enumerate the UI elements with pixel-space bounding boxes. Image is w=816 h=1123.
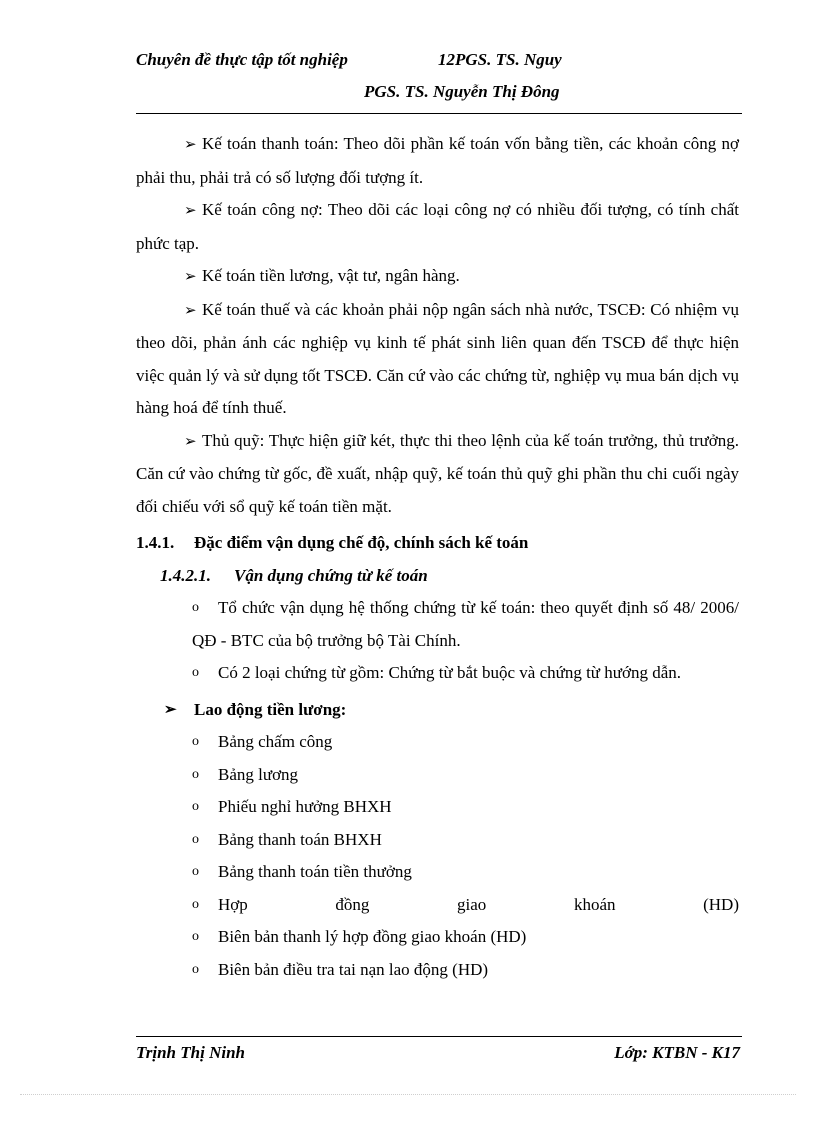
list-item xyxy=(136,759,739,792)
paragraph-text: Kế toán thanh toán: Theo dõi phần kế toán vốn bằng tiền, các khoản công nợ phải thu, phải trả có số lượng đối tượng ít. xyxy=(136,134,739,187)
word: giao xyxy=(457,894,487,914)
circle-bullet-icon: o xyxy=(192,600,199,615)
list-item-text xyxy=(192,889,739,922)
word: đồng xyxy=(335,894,370,914)
labor-salary-heading xyxy=(136,694,739,727)
section-title: Đặc điểm vận dụng chế độ, chính sách kế toán xyxy=(194,533,529,552)
subsection-heading-1-4-2-1 xyxy=(136,560,739,593)
list-item-text: Bảng chấm công xyxy=(218,732,333,751)
list-item xyxy=(136,657,739,690)
circle-bullet-icon: o xyxy=(192,831,199,847)
page-edge-dotted-line xyxy=(20,1094,796,1095)
paragraph-accounting-tax xyxy=(136,294,739,425)
circle-bullet-icon: o xyxy=(192,665,199,680)
list-item xyxy=(136,791,739,824)
arrow-bullet-icon: ➢ xyxy=(164,701,177,718)
section-number: 1.4.1. xyxy=(136,533,175,552)
arrow-bullet-icon: ➢ xyxy=(184,302,197,319)
arrow-bullet-icon: ➢ xyxy=(184,433,197,450)
paragraph-text: Thủ quỹ: Thực hiện giữ két, thực thi theo lệnh của kế toán trưởng, thủ trưởng. Căn cứ vào chứng từ gốc, đề xuất, nhập quỹ, kế toán thủ quỹ ghi phần thu chi cuối ngày đối chiếu với sổ quỹ kế toán tiền mặt. xyxy=(136,430,739,516)
circle-bullet-icon: o xyxy=(192,864,199,879)
section-heading-1-4-1 xyxy=(136,527,739,560)
paragraph-accounting-salary xyxy=(136,260,739,294)
list-item-text: Tổ chức vận dụng hệ thống chứng từ kế toán: theo quyết định số 48/ 2006/ QĐ - BTC của bộ trưởng bộ Tài Chính. xyxy=(192,598,739,650)
paragraph-text: Kế toán tiền lương, vật tư, ngân hàng. xyxy=(202,266,460,285)
subsection-title: Vận dụng chứng từ kế toán xyxy=(234,565,428,585)
labor-heading-text: Lao động tiền lương: xyxy=(194,699,347,719)
list-item xyxy=(136,921,739,954)
footer-divider xyxy=(136,1036,742,1037)
circle-bullet-icon: o xyxy=(192,929,199,944)
header-author: PGS. TS. Nguyễn Thị Đông xyxy=(364,82,560,101)
list-item-text: Bảng lương xyxy=(218,764,299,784)
footer-class: Lớp: KTBN - K17 xyxy=(614,1043,740,1062)
list-item-text: Bảng thanh toán BHXH xyxy=(218,829,382,849)
word: khoán xyxy=(573,894,616,914)
word: Hợp xyxy=(218,894,248,914)
list-item-text: Biên bản điều tra tai nạn lao động (HD) xyxy=(218,959,489,979)
arrow-bullet-icon: ➢ xyxy=(184,203,197,219)
paragraph-text: Kế toán công nợ: Theo dõi các loại công nợ có nhiều đối tượng, có tính chất phức tạp. xyxy=(136,200,739,253)
paragraph-text: Kế toán thuế và các khoản phải nộp ngân sách nhà nước, TSCĐ: Có nhiệm vụ theo dõi, phản ánh các nghiệp vụ kinh tế phát sinh liên quan đến TSCĐ để thực hiện việc quản lý và sử dụng tốt TSCĐ. Căn cứ vào các chứng từ, nghiệp vụ mua bán dịch vụ hàng hoá để tính thuế. xyxy=(136,299,739,417)
header-page-number-author: 12PGS. TS. Nguy xyxy=(438,50,562,69)
list-item xyxy=(136,824,739,857)
circle-bullet-icon: o xyxy=(192,799,199,814)
subsection-number: 1.4.2.1. xyxy=(160,565,211,585)
circle-bullet-icon: o xyxy=(192,766,199,782)
paragraph-accounting-debt xyxy=(136,194,739,260)
paragraph-treasurer xyxy=(136,425,739,524)
header-divider xyxy=(136,113,742,114)
list-item-text: Có 2 loại chứng từ gồm: Chứng từ bắt buộc và chứng từ hướng dẫn. xyxy=(218,663,682,682)
page-body xyxy=(136,128,739,986)
arrow-bullet-icon: ➢ xyxy=(184,269,197,285)
list-item xyxy=(136,592,739,657)
paragraph-accounting-payment xyxy=(136,128,739,194)
list-item xyxy=(136,856,739,889)
header-line-1 xyxy=(136,50,562,70)
list-item-text: Bảng thanh toán tiền thưởng xyxy=(218,862,412,881)
list-item xyxy=(136,726,739,759)
circle-bullet-icon: o xyxy=(192,961,199,977)
circle-bullet-icon: o xyxy=(192,734,199,749)
circle-bullet-icon: o xyxy=(192,896,199,912)
list-item xyxy=(136,954,739,987)
footer-student-name: Trịnh Thị Ninh xyxy=(136,1043,245,1062)
header-title: Chuyên đề thực tập tốt nghiệp xyxy=(136,50,348,69)
list-item-text: Phiếu nghỉ hưởng BHXH xyxy=(218,797,392,816)
word: (HD) xyxy=(703,894,739,914)
list-item-text: Biên bản thanh lý hợp đồng giao khoán (HD) xyxy=(218,927,527,946)
list-item xyxy=(136,889,739,922)
arrow-bullet-icon: ➢ xyxy=(184,137,197,153)
